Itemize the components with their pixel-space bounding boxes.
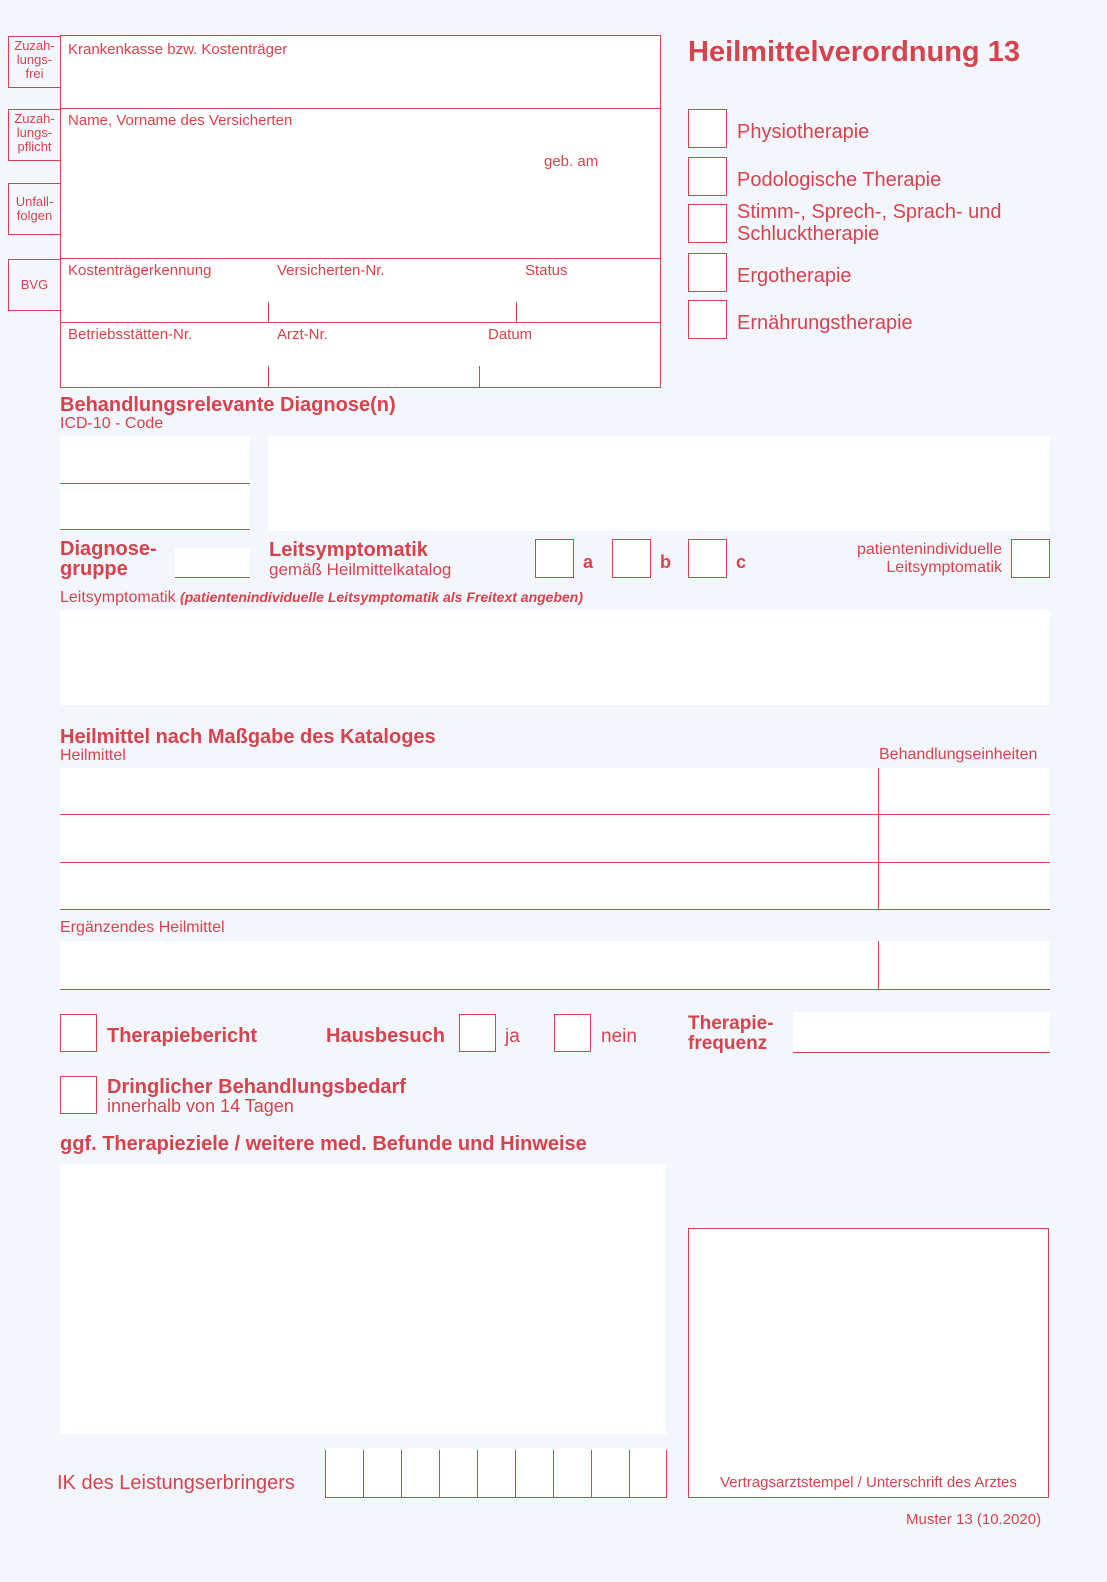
ergaenzend-field[interactable] bbox=[60, 941, 1050, 989]
arzt-nr-label: Arzt-Nr. bbox=[277, 326, 328, 343]
ik-digit-divider bbox=[515, 1450, 516, 1498]
ik-digit-divider bbox=[666, 1450, 667, 1498]
therapieziele-heading: ggf. Therapieziele / weitere med. Befunde und Hinweise bbox=[60, 1133, 587, 1155]
icd-line bbox=[60, 483, 250, 484]
freitext-row bbox=[60, 589, 583, 607]
ernaehrungstherapie-label: Ernährungstherapie bbox=[737, 312, 913, 334]
divider bbox=[60, 258, 661, 259]
option-b-label: b bbox=[660, 552, 671, 572]
hausbesuch-nein-checkbox[interactable] bbox=[554, 1014, 591, 1052]
krankenkasse-label: Krankenkasse bzw. Kostenträger bbox=[68, 41, 288, 58]
stamp-label: Vertragsarztstempel / Unterschrift des Arztes bbox=[720, 1474, 1017, 1491]
tick bbox=[516, 302, 517, 322]
ernaehrungstherapie-checkbox[interactable] bbox=[688, 300, 727, 339]
ik-label: IK des Leistungserbringers bbox=[57, 1472, 295, 1494]
therapieziele-field[interactable] bbox=[60, 1164, 666, 1434]
table-row-line bbox=[60, 862, 1050, 863]
option-a-label: a bbox=[583, 552, 594, 572]
status-label: Status bbox=[525, 262, 568, 279]
dringlich-label: Dringlicher Behandlungsbedarf bbox=[107, 1076, 406, 1098]
patientenindividuell-label: patientenindividuelle Leitsymptomatik bbox=[857, 541, 1002, 576]
therapiebericht-checkbox[interactable] bbox=[60, 1014, 97, 1052]
bvg-checkbox[interactable]: BVG bbox=[8, 259, 61, 311]
table-row-line bbox=[60, 989, 1050, 990]
name-label: Name, Vorname des Versicherten bbox=[68, 112, 293, 129]
ik-baseline bbox=[325, 1497, 667, 1498]
hausbesuch-label: Hausbesuch bbox=[326, 1025, 445, 1047]
ik-digit-divider bbox=[477, 1450, 478, 1498]
physiotherapie-checkbox[interactable] bbox=[688, 109, 727, 148]
nein-label: nein bbox=[601, 1026, 637, 1047]
heilmittel-table[interactable] bbox=[60, 768, 1050, 909]
icd-line bbox=[60, 529, 250, 530]
tick bbox=[268, 302, 269, 322]
ergotherapie-label: Ergotherapie bbox=[737, 265, 852, 287]
podologie-label: Podologische Therapie bbox=[737, 169, 942, 191]
diagnose-heading: Behandlungsrelevante Diagnose(n) bbox=[60, 394, 396, 416]
frequenz-line bbox=[793, 1052, 1050, 1053]
form-title: Heilmittelverordnung 13 bbox=[688, 36, 1020, 68]
stimmtherapie-label: Stimm-, Sprech-, Sprach- und Schlucktherapie bbox=[737, 201, 1002, 245]
ik-digit-divider bbox=[553, 1450, 554, 1498]
muster-label: Muster 13 (10.2020) bbox=[906, 1511, 1042, 1528]
zuzahlungspflicht-checkbox[interactable]: Zuzah- lungs- pflicht bbox=[8, 109, 61, 161]
innerhalb-label: innerhalb von 14 Tagen bbox=[107, 1096, 294, 1116]
leitsymptomatik-c-checkbox[interactable] bbox=[688, 539, 727, 578]
ik-digit-divider bbox=[363, 1450, 364, 1498]
leitsymptomatik-freitext-field[interactable] bbox=[60, 610, 1050, 705]
geb-am-label: geb. am bbox=[544, 153, 599, 170]
leitsymptomatik-a-checkbox[interactable] bbox=[535, 539, 574, 578]
table-divider bbox=[878, 768, 879, 909]
patientenindividuell-checkbox[interactable] bbox=[1011, 539, 1050, 578]
freitext-label: Leitsymptomatik bbox=[60, 589, 176, 606]
diagnosegruppe-line bbox=[175, 577, 250, 578]
zuzahlungsfrei-checkbox[interactable]: Zuzah- lungs- frei bbox=[8, 36, 61, 88]
kostentraegerkennung-label: Kostenträgerkennung bbox=[68, 262, 212, 279]
stimmtherapie-checkbox[interactable] bbox=[688, 204, 727, 243]
table-divider bbox=[878, 941, 879, 989]
ergotherapie-checkbox[interactable] bbox=[688, 253, 727, 292]
ergaenzend-label: Ergänzendes Heilmittel bbox=[60, 919, 225, 936]
physiotherapie-label: Physiotherapie bbox=[737, 121, 870, 143]
ik-digit-divider bbox=[325, 1450, 326, 1498]
ik-field[interactable] bbox=[325, 1448, 667, 1498]
ik-digit-divider bbox=[439, 1450, 440, 1498]
option-c-label: c bbox=[736, 552, 747, 572]
diagnosegruppe-field[interactable] bbox=[175, 548, 250, 578]
divider bbox=[60, 322, 661, 323]
versicherten-nr-label: Versicherten-Nr. bbox=[277, 262, 385, 279]
gemaess-label: gemäß Heilmittelkatalog bbox=[269, 560, 452, 579]
icd-label: ICD-10 - Code bbox=[60, 415, 164, 432]
therapiefrequenz-label: Therapie- frequenz bbox=[688, 1013, 774, 1054]
table-row-line bbox=[60, 814, 1050, 815]
table-row-line bbox=[60, 909, 1050, 910]
datum-label: Datum bbox=[488, 326, 533, 343]
heilmittel-heading: Heilmittel nach Maßgabe des Kataloges bbox=[60, 726, 436, 748]
podologie-checkbox[interactable] bbox=[688, 157, 727, 196]
tick bbox=[268, 366, 269, 387]
ik-digit-divider bbox=[401, 1450, 402, 1498]
diagnose-text-field[interactable] bbox=[268, 436, 1050, 531]
divider bbox=[60, 108, 661, 109]
ja-label: ja bbox=[505, 1026, 520, 1047]
unfallfolgen-checkbox[interactable]: Unfall- folgen bbox=[8, 183, 61, 235]
freitext-hint: (patientenindividuelle Leitsymptomatik als Freitext angeben) bbox=[180, 589, 584, 605]
ik-digit-divider bbox=[591, 1450, 592, 1498]
hausbesuch-ja-checkbox[interactable] bbox=[459, 1014, 496, 1052]
dringlich-checkbox[interactable] bbox=[60, 1076, 97, 1114]
diagnosegruppe-label: Diagnose- gruppe bbox=[60, 538, 157, 580]
tick bbox=[479, 366, 480, 387]
leitsymptomatik-b-checkbox[interactable] bbox=[612, 539, 651, 578]
einheiten-col-label: Behandlungseinheiten bbox=[879, 746, 1038, 763]
arztstempel-box[interactable] bbox=[688, 1228, 1049, 1498]
leitsymptomatik-label: Leitsymptomatik bbox=[269, 539, 428, 561]
heilmittel-col-label: Heilmittel bbox=[60, 747, 126, 764]
betriebsstaetten-nr-label: Betriebsstätten-Nr. bbox=[68, 326, 193, 343]
therapiefrequenz-field[interactable] bbox=[793, 1012, 1050, 1052]
ik-digit-divider bbox=[629, 1450, 630, 1498]
therapiebericht-label: Therapiebericht bbox=[107, 1025, 258, 1047]
